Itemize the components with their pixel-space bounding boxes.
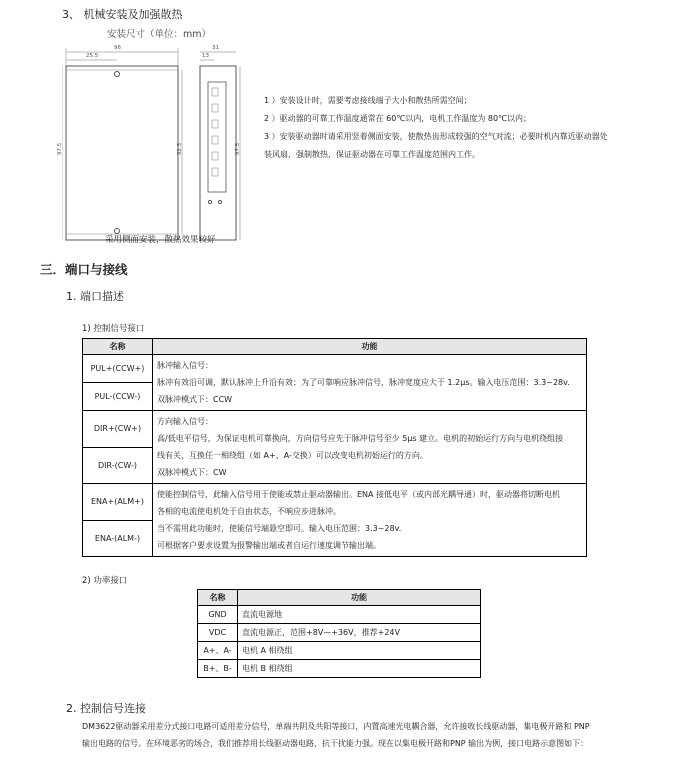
table2-name: VDC — [198, 624, 238, 642]
power-port-table — [197, 589, 481, 678]
subsection-port-desc: 1. 端口描述 — [66, 290, 124, 303]
section-heading: 三．端口与接线 — [40, 262, 128, 277]
function-line: 双脉冲模式下：CCW — [157, 395, 233, 404]
table-row — [198, 660, 481, 678]
function-line: 线有关，互换任一相绕组（如 A+、A-交换）可以改变电机初始运行的方向。 — [157, 451, 428, 460]
function-line: 可根据客户要求设置为报警输出端或者自运行速度调节输出端。 — [157, 541, 381, 550]
table-row — [83, 355, 587, 383]
table1-label: 1) 控制信号接口 — [82, 324, 145, 334]
table2-name: A+、A- — [198, 642, 238, 660]
table1-name: PUL+(CCW+) — [83, 355, 153, 383]
dim-hole-spacing: 92.5 — [177, 142, 184, 156]
table1-function — [153, 484, 587, 557]
drawing-svg — [62, 26, 262, 246]
installation-drawing — [57, 26, 262, 246]
table1-header-name: 名称 — [83, 339, 153, 355]
section3-heading: 3、 机械安装及加强散热 — [62, 8, 183, 21]
function-line: 双脉冲模式下：CW — [157, 468, 227, 477]
table2-name: GND — [198, 606, 238, 624]
table2-label: 2) 功率接口 — [82, 576, 128, 586]
subsection-signal-connection: 2. 控制信号连接 — [66, 702, 146, 715]
table2-function: 电机 A 相绕组 — [238, 642, 481, 660]
table2-name: B+、B- — [198, 660, 238, 678]
table2-function: 直流电源正，范围+8V—+36V，推荐+24V — [238, 624, 481, 642]
table1-name: ENA+(ALM+) — [83, 484, 153, 521]
table1-name: DIR-(CW-) — [83, 447, 153, 484]
install-note-1: 1 ）安装设计时，需要考虑接线端子大小和散热所需空间； — [264, 96, 472, 105]
table2-function: 电机 B 相绕组 — [238, 660, 481, 678]
function-line: 当不需用此功能时，使能信号端悬空即可。输入电压范围：3.3~28v. — [157, 524, 402, 533]
table1-function — [153, 411, 587, 484]
dim-depth-offset: 13 — [202, 53, 209, 59]
table2-header-name: 名称 — [198, 590, 238, 606]
install-note-4: 装风扇，强制散热，保证驱动器在可靠工作温度范围内工作。 — [264, 150, 480, 159]
dim-depth: 31 — [212, 45, 219, 51]
table-row — [198, 624, 481, 642]
dim-offset: 25.5 — [86, 53, 99, 59]
table-row — [198, 642, 481, 660]
paragraph-line: 输出电路的信号。在环境恶劣的场合，我们推荐用长线驱动器电路，抗干扰能力强。现在以集电极开路和PNP 输出为例，接口电路示意图如下： — [82, 739, 589, 748]
table2-header-function: 功能 — [238, 590, 481, 606]
table1-function — [153, 355, 587, 411]
function-line: 高/低电平信号，为保证电机可靠换向，方向信号应先于脉冲信号至少 5μs 建立。电机的初始运行方向与电机绕组接 — [157, 434, 564, 443]
dim-height: 97.5 — [57, 142, 64, 156]
function-line: 脉冲有效沿可调，默认脉冲上升沿有效；为了可靠响应脉冲信号，脉冲宽度应大于 1.2μs。输入电压范围：3.3~28v. — [157, 378, 570, 387]
control-signal-table — [82, 338, 587, 557]
dim-width: 96 — [114, 45, 121, 51]
drawing-caption: 采用侧面安装，散热效果较好 — [105, 235, 216, 245]
install-note-2: 2 ）驱动器的可靠工作温度通常在 60℃以内，电机工作温度为 80℃以内； — [264, 114, 532, 123]
table-row — [198, 606, 481, 624]
table-row — [83, 484, 587, 521]
function-line: 方向输入信号： — [157, 417, 213, 426]
connection-paragraph — [82, 718, 672, 752]
table1-name: PUL-(CCW-) — [83, 383, 153, 411]
table2-function: 直流电源地 — [238, 606, 481, 624]
paragraph-line: DM3622驱动器采用差分式接口电路可适用差分信号，单端共阴及共阳等接口，内置高速光电耦合器，允许接收长线驱动器，集电极开路和 PNP — [82, 722, 590, 731]
table-row — [83, 411, 587, 448]
function-line: 使能控制信号，此输入信号用于使能或禁止驱动器输出。ENA 接低电平（或内部光耦导通）时，驱动器将切断电机 — [157, 490, 561, 499]
function-line: 各相的电流使电机处于自由状态，不响应步进脉冲。 — [157, 507, 341, 516]
function-line: 脉冲输入信号： — [157, 361, 213, 370]
table1-header-function: 功能 — [153, 339, 587, 355]
table1-name: DIR+(CW+) — [83, 411, 153, 448]
install-note-3: 3 ）安装驱动器时请采用竖着侧面安装，使散热齿形成较强的空气对流；必要时机内靠近驱动器处 — [264, 132, 608, 141]
dim-side-height: 97.5 — [235, 142, 242, 156]
table1-name: ENA-(ALM-) — [83, 520, 153, 557]
drawing-title: 安装尺寸（单位：mm） — [107, 29, 212, 40]
install-notes — [264, 92, 664, 164]
